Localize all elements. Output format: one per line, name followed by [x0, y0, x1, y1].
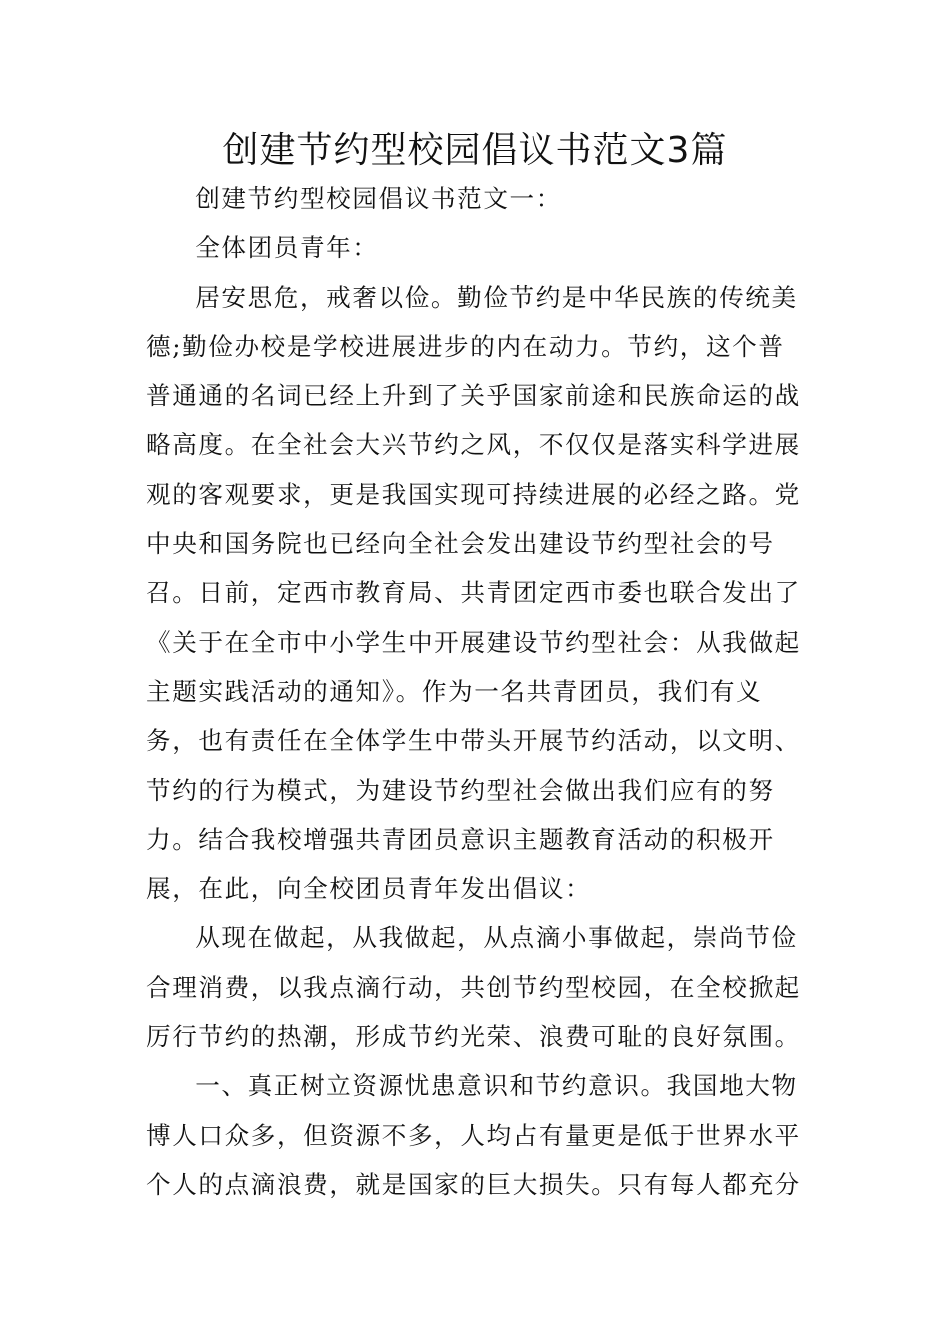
document-title: 创建节约型校园倡议书范文3篇: [222, 130, 728, 171]
body-paragraph: 一、真正树立资源忧患意识和节约意识。我国地大物博人口众多，但资源不多，人均占有量更是低于世界水平个人的点滴浪费，就是国家的巨大损失。只有每人都充分: [146, 1071, 801, 1199]
body-paragraph: 从现在做起，从我做起，从点滴小事做起，崇尚节俭合理消费，以我点滴行动，共创节约型校园，在全校掀起厉行节约的热潮，形成节约光荣、浪费可耻的良好氛围。: [146, 923, 801, 1052]
salutation: 全体团员青年：: [195, 233, 379, 263]
body-paragraph: 居安思危，戒奢以俭。勤俭节约是中华民族的传统美德;勤俭办校是学校进展进步的内在动力。节约，这个普普通通的名词已经上升到了关乎国家前途和民族命运的战略高度。在全社会大兴节约之风，不仅仅是落实科学进展观的客观要求，更是我国实现可持续进展的必经之路。党中央和国务院也已经向全社会发出建设节约型社会的号召。日前，定西市教育局、共青团定西市委也联合发出了《关于在全市中小学生中开展建设节约型社会：从我做起主题实践活动的通知》。作为一名共青团员，我们有义务，也有责任在全体学生中带头开展节约活动，以文明、节约的行为模式，为建设节约型社会做出我们应有的努力。结合我校增强共青团员意识主题教育活动的积极开展，在此，向全校团员青年发出倡议：: [146, 282, 801, 904]
section-heading: 创建节约型校园倡议书范文一：: [195, 184, 562, 213]
document-body: [146, 174, 810, 1209]
